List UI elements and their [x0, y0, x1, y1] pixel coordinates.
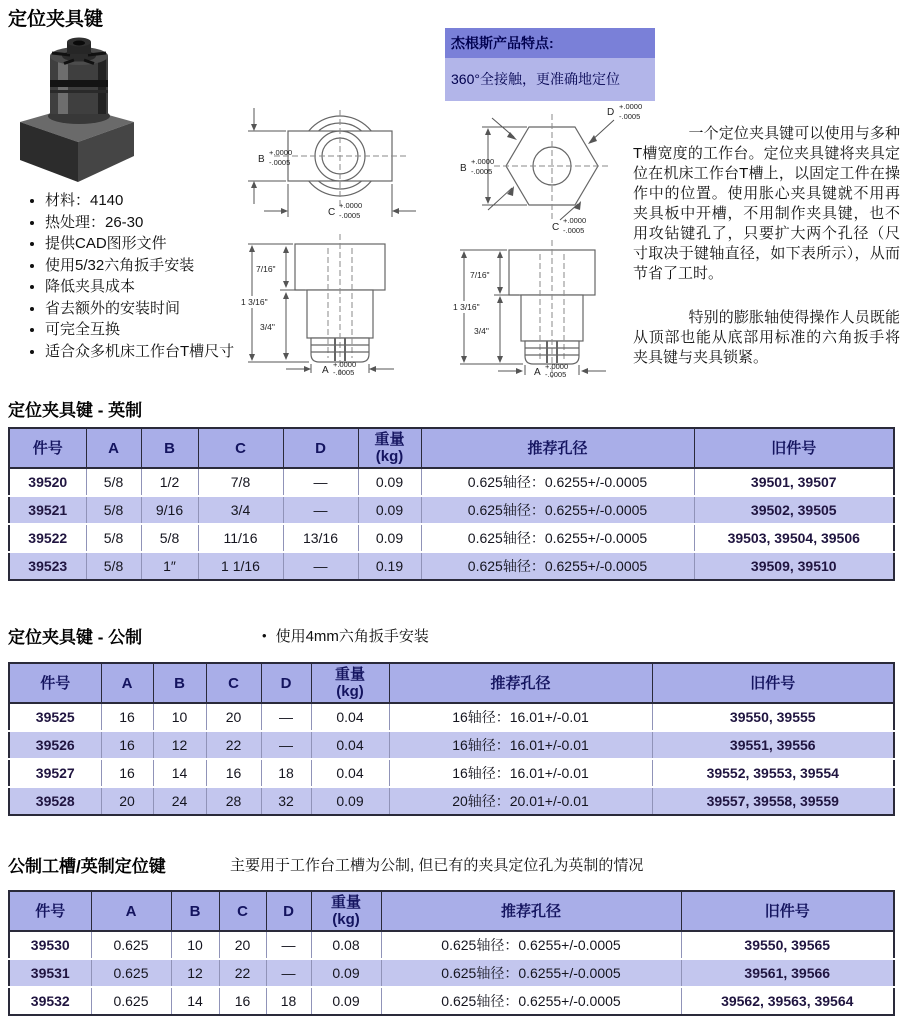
table-cell: 0.04 [311, 703, 389, 731]
table-cell: 16 [101, 731, 153, 759]
table-cell: 9/16 [141, 496, 198, 524]
part-number-cell: 39530 [9, 931, 91, 959]
table-cell: 16轴径：16.01+/-0.01 [389, 703, 652, 731]
table-cell: 0.09 [311, 959, 381, 987]
feature-item: • 使用5/32六角扳手安装 [45, 255, 252, 277]
technical-drawing-hex [452, 98, 650, 380]
dimension-label: +.0000 [471, 157, 495, 166]
col-header-b: B [141, 428, 198, 468]
col-header-part: 件号 [9, 663, 101, 703]
table-cell: 10 [153, 703, 206, 731]
table-header-row [9, 428, 894, 468]
table-cell: — [283, 468, 358, 496]
old-part-number-cell: 39551, 39556 [652, 731, 894, 759]
feature-item: • 热处理：26-30 [45, 212, 252, 234]
col-header-old: 旧件号 [694, 428, 894, 468]
table-cell: 11/16 [198, 524, 283, 552]
table-cell: — [261, 703, 311, 731]
table-row [9, 496, 894, 524]
dimension-label: -.0005 [471, 167, 493, 176]
part-number-cell: 39526 [9, 731, 101, 759]
col-header-b: B [153, 663, 206, 703]
section-title-combo: 公制工槽/英制定位键 [8, 857, 166, 876]
table-cell: — [261, 731, 311, 759]
col-header-d: D [283, 428, 358, 468]
table-cell: 20 [206, 703, 261, 731]
table-cell: 0.04 [311, 759, 389, 787]
table-cell: — [283, 552, 358, 580]
table-cell: 7/8 [198, 468, 283, 496]
page-title: 定位夹具键 [8, 9, 104, 30]
table-row [9, 759, 894, 787]
table-cell: 0.19 [358, 552, 421, 580]
feature-list [28, 190, 252, 362]
table-cell: 3/4 [198, 496, 283, 524]
table-cell: 0.625 [91, 959, 171, 987]
part-number-cell: 39523 [9, 552, 86, 580]
dimension-label: 3/4" [260, 322, 275, 332]
table-cell: 0.625轴径：0.6255+/-0.0005 [381, 959, 681, 987]
feature-box-header: 杰根斯产品特点: [445, 28, 655, 58]
table-cell: 1 1/16 [198, 552, 283, 580]
col-header-bore: 推荐孔径 [389, 663, 652, 703]
description [633, 124, 900, 392]
table-row [9, 731, 894, 759]
col-header-c: C [219, 891, 266, 931]
table-cell: 1″ [141, 552, 198, 580]
col-header-old: 旧件号 [681, 891, 894, 931]
technical-drawing-imperial [240, 84, 450, 376]
old-part-number-cell: 39550, 39565 [681, 931, 894, 959]
col-header-a: A [86, 428, 141, 468]
table-row [9, 552, 894, 580]
table-row [9, 959, 894, 987]
dimension-label: 1 3/16" [453, 302, 480, 312]
table-header-row [9, 663, 894, 703]
description-para-2: 特别的膨胀轴使得操作人员既能从顶部也能从底部用标准的六角扳手将夹具键与夹具锁紧。 [633, 309, 900, 366]
table-cell: — [283, 496, 358, 524]
col-header-c: C [206, 663, 261, 703]
part-number-cell: 39522 [9, 524, 86, 552]
product-photo [14, 30, 140, 186]
section-note-metric: • 使用4mm六角扳手安装 [262, 628, 429, 645]
table-cell: 22 [219, 959, 266, 987]
table-cell: 12 [153, 731, 206, 759]
col-header-d: D [266, 891, 311, 931]
dimension-label: 7/16" [256, 264, 276, 274]
col-header-old: 旧件号 [652, 663, 894, 703]
dimension-label: +.0000 [333, 360, 357, 369]
table-cell: 10 [171, 931, 219, 959]
dimension-label: +.0000 [269, 148, 293, 157]
table-cell: 16轴径：16.01+/-0.01 [389, 731, 652, 759]
old-part-number-cell: 39509, 39510 [694, 552, 894, 580]
feature-box-body: 360°全接触，更准确地定位 [445, 58, 655, 101]
table-cell: 0.04 [311, 731, 389, 759]
col-header-bore: 推荐孔径 [381, 891, 681, 931]
col-header-b: B [171, 891, 219, 931]
dimension-label: 1 3/16" [241, 297, 268, 307]
table-cell: 0.625轴径：0.6255+/-0.0005 [421, 468, 694, 496]
part-number-cell: 39528 [9, 787, 101, 815]
dimension-label: -.0005 [269, 158, 291, 167]
table-row [9, 787, 894, 815]
part-number-cell: 39531 [9, 959, 91, 987]
table-cell: 0.09 [358, 496, 421, 524]
table-row [9, 931, 894, 959]
part-number-cell: 39527 [9, 759, 101, 787]
table-cell: 0.09 [311, 787, 389, 815]
table-cell: 0.625轴径：0.6255+/-0.0005 [421, 496, 694, 524]
col-header-bore: 推荐孔径 [421, 428, 694, 468]
old-part-number-cell: 39552, 39553, 39554 [652, 759, 894, 787]
imperial-table [8, 427, 895, 581]
part-number-cell: 39521 [9, 496, 86, 524]
dimension-label: 3/4" [474, 326, 489, 336]
old-part-number-cell: 39557, 39558, 39559 [652, 787, 894, 815]
old-part-number-cell: 39503, 39504, 39506 [694, 524, 894, 552]
table-cell: 5/8 [86, 524, 141, 552]
description-para-1: 一个定位夹具键可以使用与多种T槽宽度的工作台。定位夹具键将夹具定位在机床工作台T槽上，以固定工件在操作中的位置。使用胀心夹具键就不用再夹具板中开槽，不用制作夹具键，也不用攻钻键孔了，只要扩大两个孔径（尺寸取决于键轴直径，如下表所示），从而节省了工时。 [633, 125, 900, 282]
table-cell: 0.625轴径：0.6255+/-0.0005 [421, 524, 694, 552]
col-header-part: 件号 [9, 428, 86, 468]
old-part-number-cell: 39561, 39566 [681, 959, 894, 987]
dimension-label: C [552, 222, 560, 233]
table-cell: 5/8 [86, 496, 141, 524]
table-cell: 18 [261, 759, 311, 787]
table-cell: 22 [206, 731, 261, 759]
table-cell: 0.09 [311, 987, 381, 1015]
table-cell: 16 [206, 759, 261, 787]
col-header-c: C [198, 428, 283, 468]
table-cell: 32 [261, 787, 311, 815]
table-cell: 0.09 [358, 524, 421, 552]
table-cell: 16轴径：16.01+/-0.01 [389, 759, 652, 787]
table-cell: 5/8 [141, 524, 198, 552]
table-cell: 16 [101, 759, 153, 787]
section-title-imperial: 定位夹具键 - 英制 [8, 401, 143, 420]
col-header-d: D [261, 663, 311, 703]
old-part-number-cell: 39502, 39505 [694, 496, 894, 524]
dimension-label: +.0000 [619, 102, 643, 111]
old-part-number-cell: 39550, 39555 [652, 703, 894, 731]
dimension-label: -.0005 [545, 370, 567, 379]
table-cell: 13/16 [283, 524, 358, 552]
col-header-a: A [101, 663, 153, 703]
table-cell: — [266, 931, 311, 959]
dimension-label: D [607, 107, 615, 118]
feature-item: • 可完全互换 [45, 319, 252, 341]
dimension-label: +.0000 [563, 216, 587, 225]
dimension-label: B [460, 163, 467, 174]
table-row [9, 524, 894, 552]
table-cell: — [266, 959, 311, 987]
dimension-label: -.0005 [619, 112, 641, 121]
table-cell: 24 [153, 787, 206, 815]
table-cell: 0.625 [91, 931, 171, 959]
table-cell: 14 [171, 987, 219, 1015]
table-cell: 16 [101, 703, 153, 731]
metric-table [8, 662, 895, 816]
dimension-label: -.0005 [333, 368, 355, 376]
dimension-label: C [328, 207, 336, 218]
feature-item: • 省去额外的安装时间 [45, 298, 252, 320]
old-part-number-cell: 39501, 39507 [694, 468, 894, 496]
table-cell: 20 [219, 931, 266, 959]
col-header-weight: 重量 (kg) [358, 428, 421, 468]
dimension-label: B [258, 154, 265, 165]
dimension-label: +.0000 [545, 362, 569, 371]
feature-item: • 适合众多机床工作台T槽尺寸 [45, 341, 252, 363]
col-header-a: A [91, 891, 171, 931]
dimension-label: -.0005 [563, 226, 585, 235]
col-header-weight: 重量 (kg) [311, 891, 381, 931]
part-number-cell: 39525 [9, 703, 101, 731]
bullet-icon: • [262, 628, 267, 643]
table-cell: 5/8 [86, 468, 141, 496]
dimension-label: +.0000 [339, 201, 363, 210]
feature-item: • 提供CAD图形文件 [45, 233, 252, 255]
combo-table [8, 890, 895, 1016]
table-cell: 1/2 [141, 468, 198, 496]
dimension-label: A [534, 367, 541, 378]
table-cell: 0.09 [358, 468, 421, 496]
table-row [9, 703, 894, 731]
table-row [9, 468, 894, 496]
table-cell: 12 [171, 959, 219, 987]
table-cell: 18 [266, 987, 311, 1015]
table-cell: 0.08 [311, 931, 381, 959]
table-cell: 16 [219, 987, 266, 1015]
old-part-number-cell: 39562, 39563, 39564 [681, 987, 894, 1015]
table-cell: 20 [101, 787, 153, 815]
table-cell: 0.625 [91, 987, 171, 1015]
section-note-combo: 主要用于工作台工槽为公制, 但已有的夹具定位孔为英制的情况 [230, 857, 644, 874]
col-header-part: 件号 [9, 891, 91, 931]
table-row [9, 987, 894, 1015]
part-number-cell: 39520 [9, 468, 86, 496]
table-cell: 20轴径：20.01+/-0.01 [389, 787, 652, 815]
dimension-label: -.0005 [339, 211, 361, 220]
feature-item: • 降低夹具成本 [45, 276, 252, 298]
dimension-label: 7/16" [470, 270, 490, 280]
table-cell: 28 [206, 787, 261, 815]
col-header-weight: 重量 (kg) [311, 663, 389, 703]
table-header-row [9, 891, 894, 931]
part-number-cell: 39532 [9, 987, 91, 1015]
dimension-label: A [322, 365, 329, 376]
table-cell: 14 [153, 759, 206, 787]
table-cell: 0.625轴径：0.6255+/-0.0005 [381, 987, 681, 1015]
table-cell: 5/8 [86, 552, 141, 580]
table-cell: 0.625轴径：0.6255+/-0.0005 [421, 552, 694, 580]
feature-box [445, 28, 655, 101]
table-cell: 0.625轴径：0.6255+/-0.0005 [381, 931, 681, 959]
section-title-metric: 定位夹具键 - 公制 [8, 628, 143, 647]
feature-item: • 材料：4140 [45, 190, 252, 212]
